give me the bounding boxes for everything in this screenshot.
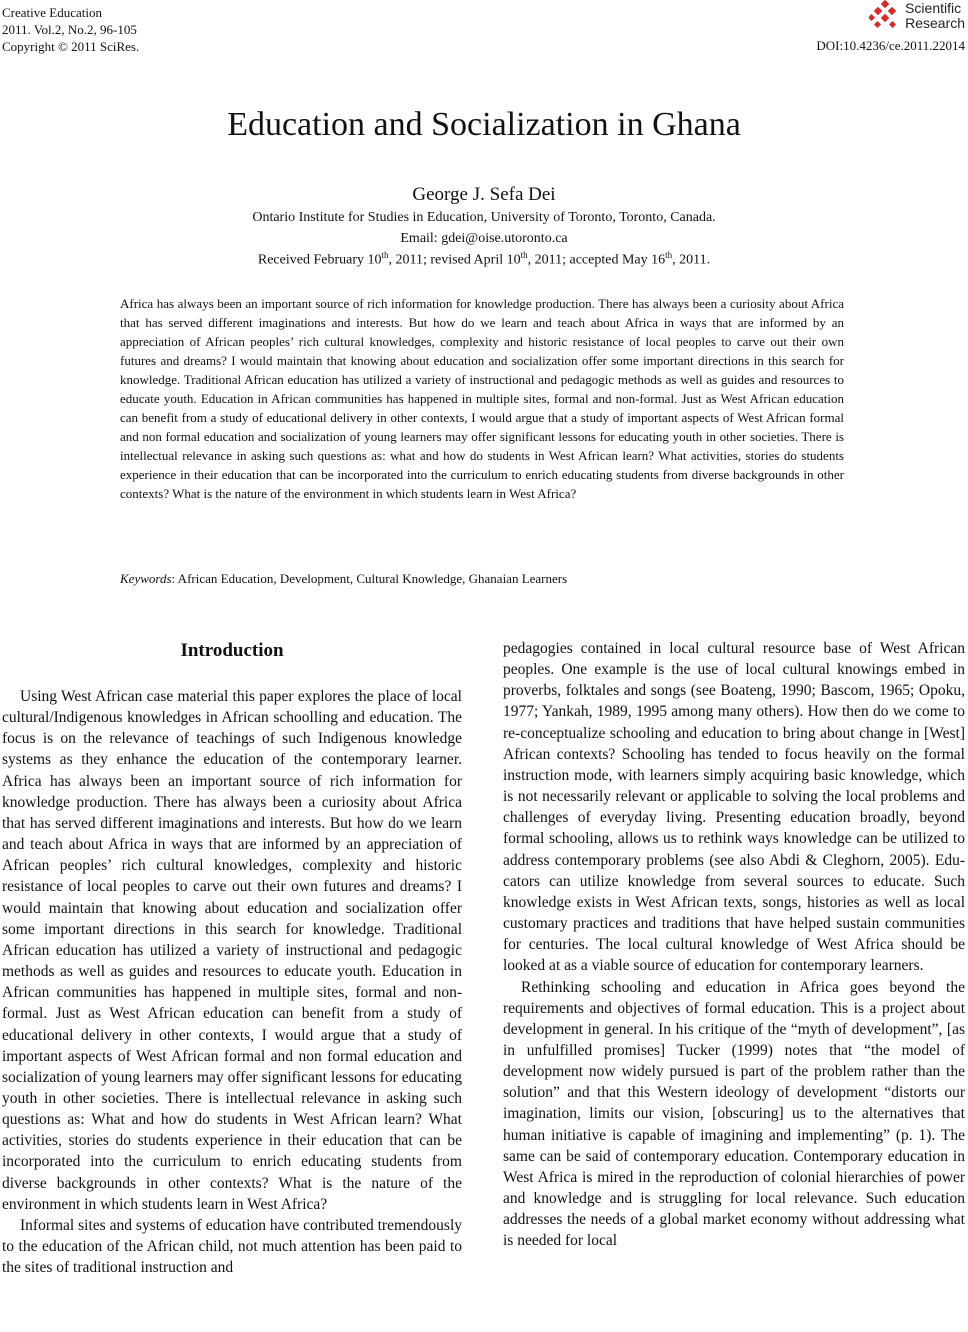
copyright-notice: Copyright © 2011 SciRes. bbox=[2, 39, 140, 54]
publisher-logo-icon bbox=[869, 0, 901, 32]
logo-line-2: Research bbox=[905, 15, 965, 31]
logo-line-1: Scientific bbox=[905, 0, 962, 16]
body-paragraph: Informal sites and systems of education have contributed tremendously to the education of the African child, not much attention has been paid to the sites of traditional instruction and bbox=[2, 1216, 462, 1277]
received-dates: Received February 10th, 2011; revised April 10th, 2011; accepted May 16th, 2011. bbox=[257, 250, 711, 268]
accepted-date: , 2011; accepted May 16 bbox=[527, 252, 666, 268]
abstract: Africa has always been an important source of rich information for knowledge production. There has always been a curiosity about Africa that has served different imaginations and interests. But how do we learn and teach about Africa in ways that are informed by an appreciation of African peoples’ rich cultural knowledges, complexity and historic resistance of local peoples to carve out their own futures and dreams? I would maintain that knowing about education and socialization offer some important directions in this search for knowledge. Traditional African education has utilized a variety of instructional and pedagogic methods as well as guides and resources to educate youth. Education in African communities has happened in multiple sites, formal and non-formal. Just as West African education can benefit from a study of educational delivery in other contexts, I would argue that a study of important aspects of West African formal and non formal education and socialization of young learners may offer significant lessons for educating youth in other societies. There is intellectual relevance in asking such questions as: what and how do students in West African learn? What activities, stories do students experience in their education that can be incorporated into the curriculum to enrich educating students from diverse backgrounds in other contexts? What is the nature of the environment in which students learn in West Africa? bbox=[120, 296, 844, 501]
keywords-text: : African Education, Development, Cultural Knowledge, Ghanaian Learners bbox=[171, 571, 568, 586]
journal-volume: 2011. Vol.2, No.2, 96-105 bbox=[2, 22, 137, 37]
paper-title: Education and Socialization in Ghana bbox=[227, 106, 741, 143]
revised-date: , 2011; revised April 10 bbox=[388, 252, 521, 268]
affiliation: Ontario Institute for Studies in Education, University of Toronto, Toronto, Canada. bbox=[252, 210, 716, 225]
body-paragraph: Using West African case material this paper explores the place of local cultural/Indigenous knowledges in African schoolling and education. The focus is on the relevance of teachings of such Indigenous knowledge systems as they enhance the education of the contemporary learner. Africa has always been an important source of rich information for knowledge production. There has always been a curiosity about Africa that has served different imaginations and interests. But how do we learn and teach about Africa in ways that are informed by an appreciation of African peoples’ rich cultural knowledges, complexity and historic resistance of local peoples to carve out their own futures and dreams? I would maintain that knowing about education and socialization offer some important directions in this search for knowledge. Traditional African education has utilized a variety of instructional and pedagogic methods as well as guides and resources to educate youth. Education in African communities has happened in multiple sites, formal and non-formal. Just as West African education can benefit from a study of educational delivery in other contexts, I would argue that a study of important aspects of West African formal and non formal education and socialization of young learners may offer significant lessons for educating youth in other societies. There is intellectual relevance in asking such questions as: What and how do students in West African learn? What activities, stories do students experience in their education that can be incorporated into the curriculum to enrich educating students from diverse backgrounds in other contexts? What is the nature of the environment in which students learn in West Africa? bbox=[2, 688, 462, 1213]
journal-name: Creative Education bbox=[2, 5, 102, 20]
body-paragraph: Rethinking schooling and education in Africa goes beyond the requirements and objectives of formal education. This is a project about development in general. In his critique of the “myth of development”, [as in unfulfilled promises] Tucker (1999) notes that “the model of development now widely pursued is part of the problem rather than the solution” and that this Western ideology of development “distorts our imagination, limits our vision, [obscuring] us to the alternatives that human initiative is capable of imagining and implementing” (p. 1). The same can be said of contemporary education. Contemporary education in West Africa is mired in the reproduction of colonial hierarchies of power and knowledge and is struggling for local relevance. Such education addresses the needs of a global market economy without addressing what is needed for local bbox=[503, 978, 965, 1250]
body-paragraph: pedagogies contained in local cultural resource base of West African peoples. One example is the use of local cultural knowings embed in proverbs, folktales and songs (see Boateng, 1990; Bascom, 1965; Opoku, 1977; Yankah, 1989, 1995 among many others). How then do we come to re-conceptualize schooling and education to bring about change in [West] African contexts? Schooling has tended to focus heavily on the formal instruction mode, with learners simply acquiring basic knowledge, which is not necessarily relevant or applicable to solving the local problems and challenges of everyday living. Presenting education broadly, beyond formal schooling, allows us to rethink ways knowledge can be utilized to address contemporary problems (see also Abdi & Cleghorn, 2005). Educators can utilize knowledge from several sources to educate. Such knowledge exists in West African texts, songs, histories as well as local customary practices and traditions that have helped sustain communities for centuries. The local cultural knowledge of West Africa should be looked at as a viable source of education for contemporary learners. bbox=[503, 640, 965, 975]
author-email: Email: gdei@oise.utoronto.ca bbox=[400, 231, 568, 246]
section-heading: Introduction bbox=[180, 640, 284, 661]
received-date: Received February 10 bbox=[257, 252, 382, 268]
author-name: George J. Sefa Dei bbox=[412, 184, 556, 205]
doi: DOI:10.4236/ce.2011.22014 bbox=[816, 38, 965, 53]
body-right-column bbox=[503, 638, 965, 1252]
keywords bbox=[120, 571, 567, 587]
publisher-logo bbox=[869, 0, 965, 32]
keywords-label: Keywords bbox=[120, 571, 172, 586]
body-left-column bbox=[2, 638, 462, 1278]
journal-header bbox=[2, 4, 139, 55]
